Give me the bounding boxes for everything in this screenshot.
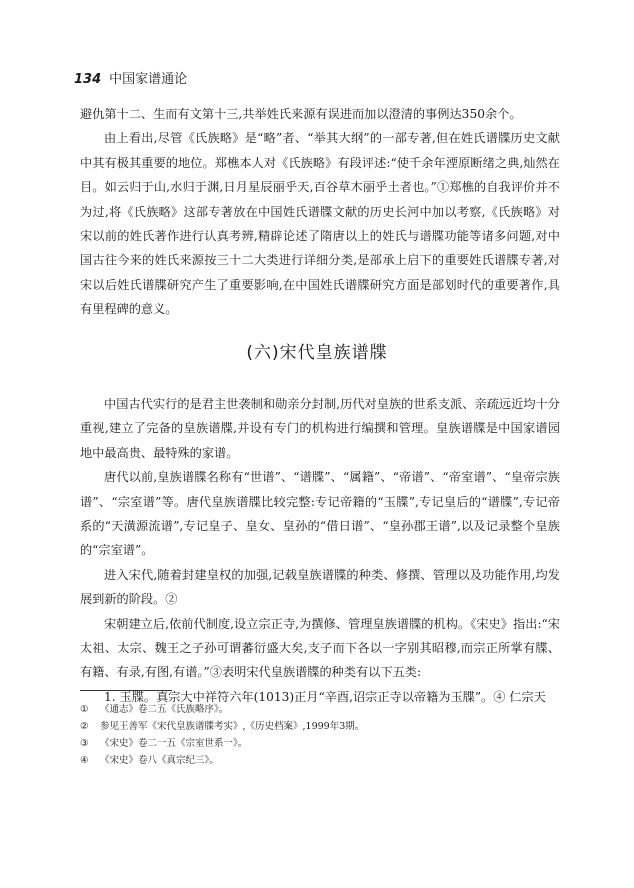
footnote-mark: ④: [80, 755, 89, 766]
paragraph: 避仇第十二、生而有文第十三,共举姓氏来源有误进而加以澄清的事例达350余个。: [80, 107, 522, 121]
footnote: [80, 752, 560, 769]
footnote-mark: ③: [80, 738, 89, 749]
footnote: [80, 701, 560, 718]
footnote-mark: ②: [80, 721, 89, 732]
paragraph: 唐代以前,皇族谱牒名称有“世谱”、“谱牒”、“属籍”、“帝谱”、“帝室谱”、“皇帝宗族谱”、“宗室谱”等。唐代皇族谱牒比较完整:专记帝籍的“玉牒”,专记皇后的“谱牒”,专记帝系的“天潢源流谱”,专记皇子、皇女、皇孙的“借日谱”、“皇孙郡王谱”,以及记录整个皇族的“宗室谱”。: [80, 470, 560, 558]
footnote-text: 参见王善军《宋代皇族谱牒考实》,《历史档案》,1999年3期。: [100, 721, 365, 732]
footnote-text: 《宋史》卷二一五《宗室世系一》。: [100, 738, 248, 749]
section-heading: (六)宋代皇族谱牒: [246, 343, 388, 363]
footnote-text: 《通志》卷二五《氏族略序》。: [100, 704, 229, 715]
body-text-bottom: [80, 392, 560, 709]
paragraph: 进入宋代,随着封建皇权的加强,记载皇族谱牒的种类、修撰、管理以及功能作用,均发展到新的阶段。②: [80, 567, 560, 607]
paragraph: 1. 玉牒。真宗大中祥符六年(1013)正月“辛酉,诏宗正寺以帝籍为玉牒”。④ 仁宗天: [104, 689, 546, 704]
running-header: [74, 68, 187, 87]
footnote-text: 《宋史》卷八《真宗纪三》。: [100, 755, 219, 766]
footnotes: [80, 701, 560, 769]
body-text-top: [80, 102, 560, 322]
book-title: 中国家谱通论: [109, 72, 188, 87]
footnote-mark: ①: [80, 704, 89, 715]
paragraph: 宋朝建立后,依前代制度,设立宗正寺,为撰修、管理皇族谱牒的机构。《宋史》指出:“宋太祖、太宗、魏王之子孙可谓蕃衍盛大矣,支子而下各以一字别其昭穆,而宗正所掌有牒、有籍、有录,有图,有谱。”③表明宋代皇族谱牒的种类有以下五类:: [80, 616, 560, 680]
footnote-divider: [80, 690, 172, 691]
footnote: [80, 718, 560, 735]
page-number: 134: [74, 72, 102, 87]
footnote: [80, 735, 560, 752]
paragraph: 由上看出,尽管《氏族略》是“略”者、“举其大纲”的一部专著,但在姓氏谱牒历史文献中其有极其重要的地位。郑樵本人对《氏族略》有段评述:“使千余年湮原断绪之典,灿然在目。如云归于山,水归于渊,日月星辰丽乎天,百谷草木丽乎土者也。”①郑樵的自我评价并不为过,将《氏族略》这部专著放在中国姓氏谱牒文献的历史长河中加以考察,《氏族略》对宋以前的姓氏著作进行认真考辨,精辟论述了隋唐以上的姓氏与谱牒功能等诸多问题,对中国古往今来的姓氏来源按三十二大类进行详细分类,是部承上启下的重要姓氏谱牒专著,对宋以后姓氏谱牒研究产生了重要影响,在中国姓氏谱牒研究方面是部划时代的重要著作,具有里程碑的意义。: [80, 131, 560, 317]
paragraph: 中国古代实行的是君主世袭制和勋亲分封制,历代对皇族的世系支派、亲疏远近均十分重视,建立了完备的皇族谱牒,并设有专门的机构进行编撰和管理。皇族谱牒是中国家谱园地中最高贵、最特殊的家谱。: [80, 397, 560, 460]
